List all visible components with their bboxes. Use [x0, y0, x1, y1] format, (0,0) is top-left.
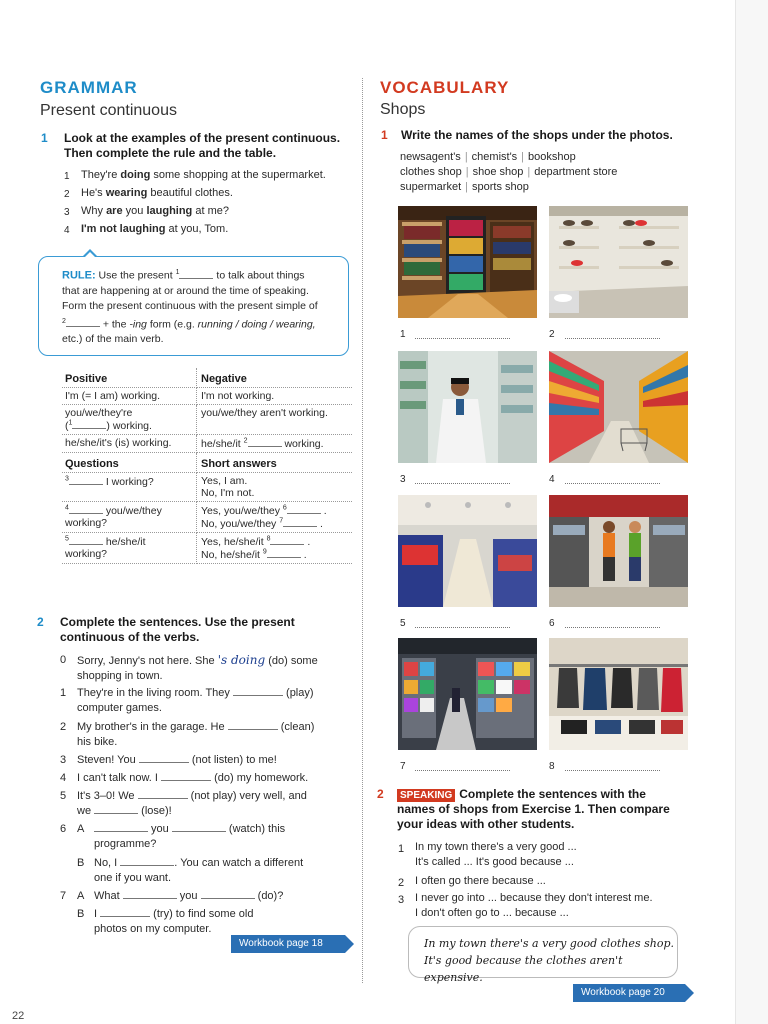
- grammar-ex1-number: 1: [41, 131, 48, 145]
- workbook-link-page-18[interactable]: Workbook page 18: [231, 935, 345, 953]
- ex2-item-4: 4: [60, 772, 67, 784]
- questions-header: Questions: [62, 453, 197, 473]
- answer-blank[interactable]: [139, 753, 189, 763]
- grammar-heading: GRAMMAR: [40, 78, 138, 97]
- ex2-item-7: 7: [60, 890, 67, 902]
- vocab-ex2-item-number: 2: [398, 877, 405, 889]
- vocab-ex2-item-number: 1: [398, 843, 405, 855]
- photo-newsagents: [398, 638, 537, 750]
- photo-clothes-shop: [549, 638, 688, 750]
- photo-number: 8: [549, 761, 555, 772]
- answer-blank[interactable]: [120, 856, 174, 866]
- ex2-sentence-4: I can't talk now. I (do) my homework.: [77, 772, 309, 784]
- table-blank-2[interactable]: [248, 437, 282, 447]
- photo-answer-line[interactable]: [415, 627, 510, 628]
- photo-chemist: [398, 351, 537, 463]
- ex2-item-1: 1: [60, 687, 67, 699]
- speech-bubble-text: In my town there's a very good clothes shop. It's good because the clothes aren't expensive.: [424, 937, 674, 984]
- table-row: he/she/it's (is) working. he/she/it $^2$ working.: [62, 435, 352, 453]
- photo-number: 6: [549, 618, 555, 629]
- ex2-sentence-7a: What you (do)?: [94, 890, 284, 902]
- ex2-item-0: 0: [60, 654, 67, 666]
- photo-answer-line[interactable]: [415, 770, 510, 771]
- vocab-ex1-number: 1: [381, 128, 388, 142]
- photo-supermarket: [549, 351, 688, 463]
- example-sentence: He's wearing beautiful clothes.: [81, 187, 233, 199]
- ex2-sentence-2: My brother's in the garage. He (clean) his bike.: [77, 721, 315, 748]
- table-blank-4[interactable]: [69, 504, 103, 514]
- photo-answer-line[interactable]: [565, 627, 660, 628]
- photo-number: 5: [400, 618, 406, 629]
- ex2-sentence-7b: I (try) to find some old photos on my computer.: [94, 908, 254, 935]
- handwritten-answer: 's doing: [217, 653, 266, 667]
- example-number: 4: [64, 225, 70, 236]
- positive-negative-table: [62, 368, 352, 564]
- photo-answer-line[interactable]: [565, 338, 660, 339]
- vocab-ex2-item: I never go into ... because they don't interest me. I don't often go to ... because ...: [415, 892, 653, 919]
- instruction-line: Complete the sentences. Use the present: [60, 615, 295, 629]
- answer-blank[interactable]: [161, 771, 211, 781]
- photo-department-store: [398, 495, 537, 607]
- rule-text: RULE: Use the present $^1$ to talk about things that are happening at or around the time of speaking. Form the present continuous with the present simple of $^2$ + the -ing form (e.g. running / doing / wearing, etc.) of the main verb.: [62, 269, 318, 345]
- example-number: 2: [64, 189, 70, 200]
- ex2-sentence-6a: you (watch) this programme?: [94, 823, 286, 850]
- ex2-speaker: A: [77, 890, 85, 902]
- ex2-item-3: 3: [60, 754, 67, 766]
- vocabulary-subtitle: Shops: [380, 101, 426, 118]
- ex2-sentence-0: Sorry, Jenny's not here. She 's doing (do) some shopping in town.: [77, 653, 318, 682]
- answer-blank[interactable]: [172, 822, 226, 832]
- shop-word-list: newsagent's | chemist's | bookshop clothes shop | shoe shop | department store supermarket | sports shop: [400, 151, 618, 193]
- negative-header: Negative: [197, 368, 353, 388]
- ex2-sentence-5: It's 3–0! We (not play) very well, and we (lose)!: [77, 790, 307, 817]
- rule-box-pointer-inner: [84, 252, 96, 258]
- answer-blank[interactable]: [94, 822, 148, 832]
- answer-blank[interactable]: [201, 889, 255, 899]
- rule-blank-1[interactable]: [179, 269, 213, 279]
- photo-bookshop: [398, 206, 537, 318]
- photo-answer-line[interactable]: [565, 483, 660, 484]
- photo-answer-line[interactable]: [565, 770, 660, 771]
- table-blank-1[interactable]: [72, 419, 106, 429]
- photo-number: 1: [400, 329, 406, 340]
- example-sentence: Why are you laughing at me?: [81, 205, 229, 217]
- ex2-item-5: 5: [60, 790, 67, 802]
- example-number: 3: [64, 207, 70, 218]
- speaking-tag: SPEAKING: [397, 789, 455, 802]
- ex2-sentence-1: They're in the living room. They (play) computer games.: [77, 687, 314, 714]
- ex2-speaker: B: [77, 908, 85, 920]
- vocab-ex2-number: 2: [377, 787, 384, 801]
- photo-answer-line[interactable]: [415, 483, 510, 484]
- vocab-ex2-item: In my town there's a very good ... It's called ... It's good because ...: [415, 841, 577, 868]
- photo-number: 2: [549, 329, 555, 340]
- grammar-subtitle: Present continuous: [40, 102, 177, 119]
- table-row: $^4$ you/we/they working? Yes, you/we/they $^6$ . No, you/we/they $^7$ .: [62, 502, 352, 533]
- example-number: 1: [64, 171, 70, 182]
- answer-blank[interactable]: [123, 889, 177, 899]
- table-row: $^3$ I working? Yes, I am. No, I'm not.: [62, 473, 352, 502]
- answer-blank[interactable]: [138, 789, 188, 799]
- rule-label: RULE:: [62, 269, 96, 282]
- page-edge: [735, 0, 768, 1024]
- example-sentence: They're doing some shopping at the supermarket.: [81, 169, 326, 181]
- answer-blank[interactable]: [233, 686, 283, 696]
- ex2-speaker: B: [77, 857, 85, 869]
- photo-number: 7: [400, 761, 406, 772]
- grammar-ex1-instruction: [64, 131, 354, 161]
- table-blank-3[interactable]: [69, 475, 103, 485]
- photo-shoe-shop: [549, 206, 688, 318]
- table-blank-5[interactable]: [69, 535, 103, 545]
- instruction-line: Look at the examples of the present continuous.: [64, 131, 341, 145]
- positive-header: Positive: [62, 368, 197, 388]
- table-blank-9[interactable]: [267, 548, 301, 558]
- grammar-ex2-number: 2: [37, 615, 44, 629]
- instruction-line: continuous of the verbs.: [60, 630, 200, 644]
- photo-answer-line[interactable]: [415, 338, 510, 339]
- grammar-ex2-instruction: [60, 615, 350, 645]
- table-row: you/we/they're ($^1$ ) working. you/we/they aren't working.: [62, 405, 352, 435]
- answer-blank[interactable]: [228, 720, 278, 730]
- ex2-item-6: 6: [60, 823, 67, 835]
- photo-number: 3: [400, 474, 406, 485]
- vocab-ex2-item: I often go there because ...: [415, 875, 546, 887]
- workbook-link-page-20[interactable]: Workbook page 20: [573, 984, 685, 1002]
- answer-blank[interactable]: [100, 907, 150, 917]
- table-blank-7[interactable]: [283, 517, 317, 527]
- example-sentence: I'm not laughing at you, Tom.: [81, 223, 229, 235]
- photo-sports-shop: [549, 495, 688, 607]
- vocab-ex2-instruction: SPEAKING Complete the sentences with the names of shops from Exercise 1. Then compare your ideas with other students.: [397, 787, 670, 831]
- rule-blank-2[interactable]: [66, 317, 100, 327]
- table-blank-8[interactable]: [270, 535, 304, 545]
- vocab-ex1-instruction: Write the names of the shops under the photos.: [401, 128, 673, 142]
- short-answers-header: Short answers: [197, 453, 353, 473]
- page-number: 22: [12, 1010, 25, 1022]
- answer-blank[interactable]: [94, 804, 138, 814]
- ex2-sentence-6b: No, I . You can watch a different one if you want.: [94, 857, 304, 884]
- photo-number: 4: [549, 474, 555, 485]
- vocab-ex2-item-number: 3: [398, 894, 405, 906]
- table-row: $^5$ he/she/it working? Yes, he/she/it $^8$ . No, he/she/it $^9$ .: [62, 533, 352, 564]
- ex2-sentence-3: Steven! You (not listen) to me!: [77, 754, 277, 766]
- ex2-item-2: 2: [60, 721, 67, 733]
- table-row: I'm (= I am) working. I'm not working.: [62, 388, 352, 405]
- column-divider: [362, 78, 363, 983]
- vocabulary-heading: VOCABULARY: [380, 78, 510, 97]
- ex2-speaker: A: [77, 823, 85, 835]
- table-blank-6[interactable]: [287, 504, 321, 514]
- instruction-line: Then complete the rule and the table.: [64, 146, 277, 160]
